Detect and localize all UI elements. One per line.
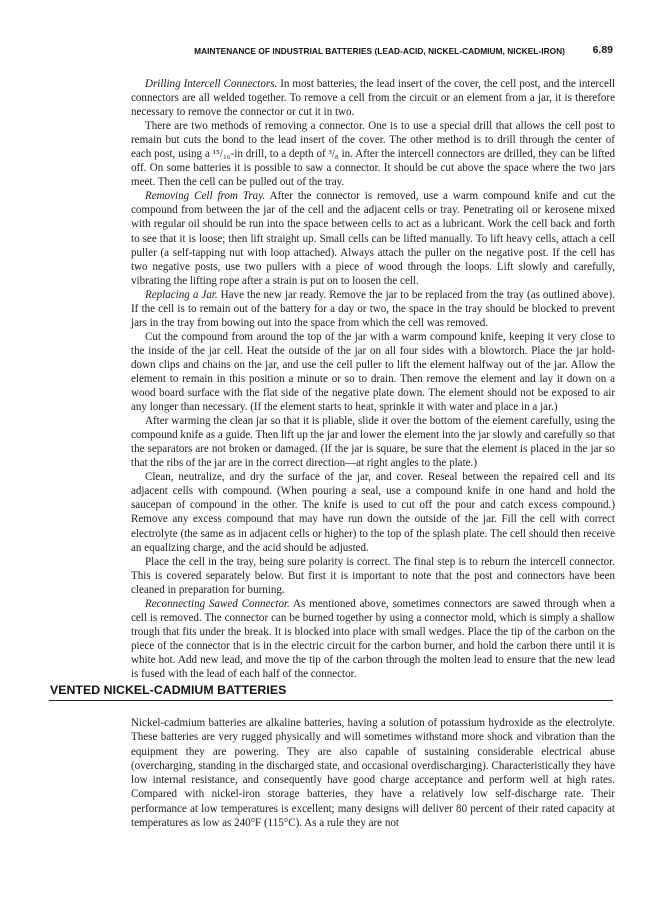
paragraph <box>131 288 615 330</box>
paragraph <box>131 597 615 681</box>
paragraph-run-in-heading: Reconnecting Sawed Connector. <box>145 597 290 610</box>
paragraph <box>131 330 615 414</box>
main-text <box>131 77 615 681</box>
page-number: 6.89 <box>592 44 613 56</box>
section-heading: VENTED NICKEL-CADMIUM BATTERIES <box>50 683 287 697</box>
paragraph-text: Place the cell in the tray, being sure polarity is correct. The final step is to reburn the intercell connector. This is covered separately below. But first it is important to note that the post and connectors have been cleaned in preparation for burning. <box>131 555 615 596</box>
paragraph: Nickel-cadmium batteries are alkaline batteries, having a solution of potassium hydroxide as the electrolyte. These batteries are very rugged physically and will sometimes withstand more shock and vibration than the equipment they are powering. They are also capable of sustaining considerable electrical abuse (overcharging, standing in the discharged state, and occasional overdischarging). Characteristically they have low internal resistance, and consequently have good charge acceptance and perform well at high rates. Compared with nickel-iron storage batteries, they have a relatively low self-discharge rate. Their performance at low temperatures is excellent; many designs will deliver 80 percent of their rated capacity at temperatures as low as 240°F (115°C). As a rule they are not <box>131 717 615 830</box>
paragraph <box>131 77 615 119</box>
paragraph-text: After warming the clean jar so that it is pliable, slide it over the bottom of the element carefully, using the compound knife as a guide. Then lift up the jar and lower the element into the jar slowly and carefully so that the separators are not broken or damaged. (If the jar is square, be sure that the element is placed in the jar so that the ribs of the jar are in the correct direction—at right angles to the plate.) <box>131 415 615 470</box>
paragraph-run-in-heading: Removing Cell from Tray. <box>145 190 266 203</box>
paragraph-run-in-heading: Replacing a Jar. <box>145 288 218 301</box>
paragraph-text: Have the new jar ready. Remove the jar to be replaced from the tray (as outlined above). If the cell is to remain out of the battery for a day or two, the space in the tray should be blocked to prevent jars in the tray from bowing out into the space from which the cell was removed. <box>131 288 615 329</box>
running-header <box>130 44 613 62</box>
paragraph-run-in-heading: Drilling Intercell Connectors. <box>145 78 278 90</box>
paragraph-text: Cut the compound from around the top of the jar with a warm compound knife, keeping it very close to the inside of the jar cell. Heat the outside of the jar on all four sides with a blowtorch. Place the jar hold-down clips and chains on the jar, and use the cell puller to lift the element halfway out of the jar. Allow the element to remain in this position a minute or so to drain. Then remove the element and lay it down on a wood board surface with the flat side of the negative plate down. The element should not be exposed to air any longer than necessary. (If the element starts to heat, sprinkle it with water and place in a jar.) <box>131 330 615 414</box>
paragraph-text: After the connector is removed, use a warm compound knife and cut the compound from between the jar of the cell and the adjacent cells or tray. Penetrating oil or kerosene mixed with regular oil should be run into the space between cells to act as a lubricant. Work the cell back and forth to see that it is loose; then lift straight up. Small cells can be lifted manually. To lift heavy cells, attach a cell puller (a self-tapping nut with loop attached). Always attach the puller on the negative post. If the cell has two negative posts, use two pullers with a piece of wood through the loops. Lift slowly and carefully, vibrating the lifting rope after a strain is put on to loosen the cell. <box>131 190 615 287</box>
paragraph-text: As mentioned above, sometimes connectors are sawed through when a cell is removed. The connector can be burned together by using a connector mold, which is simply a shallow trough that fits under the break. It is blocked into place with small wedges. Place the tip of the carbon on the piece of the connector that is in the electric circuit for the carbon burner, and hold the carbon there until it is white hot. Add new lead, and move the tip of the carbon through the molten lead to ensure that the new lead is fused with the lead of each half of the connector. <box>131 597 615 680</box>
running-header-title: MAINTENANCE OF INDUSTRIAL BATTERIES (LEAD-ACID, NICKEL-CADMIUM, NICKEL-IRON) <box>194 46 565 56</box>
paragraph <box>131 470 615 554</box>
paragraph <box>131 119 615 189</box>
paragraph <box>131 414 615 470</box>
section-rule <box>49 700 613 701</box>
paragraph <box>131 555 615 597</box>
paragraph <box>131 189 615 287</box>
paragraph-text: There are two methods of removing a connector. One is to use a special drill that allows the cell post to remain but cuts the bond to the lead insert of the cover. The other method is to drill through the center of each post, using a ¹⁵/₁₆-in drill, to a depth of ³/₈ in. After the intercell connectors are drilled, they can be lifted off. On some batteries it is possible to saw a connector. It should be cut above the space where the two jars meet. Then the cell can be pulled out of the tray. <box>131 120 615 189</box>
section-text <box>131 716 615 830</box>
paragraph-text: Clean, neutralize, and dry the surface of the jar, and cover. Reseal between the repaired cell and its adjacent cells with compound. (When pouring a seal, use a compound knife in one hand and hold the saucepan of compound in the other. The knife is used to cut off the pour and catch excess compound.) Remove any excess compound that may have run down the outside of the jar. Fill the cell with correct electrolyte (the same as in adjacent cells or higher) to the top of the splash plate. The cell should then receive an equalizing charge, and the acid should be adjusted. <box>131 471 615 554</box>
paragraph-text: In most batteries, the lead insert of the cover, the cell post, and the intercell connectors are all welded together. To remove a cell from the circuit or an element from a jar, it is therefore necessary to remove the connector or cut it in two. <box>131 78 615 119</box>
